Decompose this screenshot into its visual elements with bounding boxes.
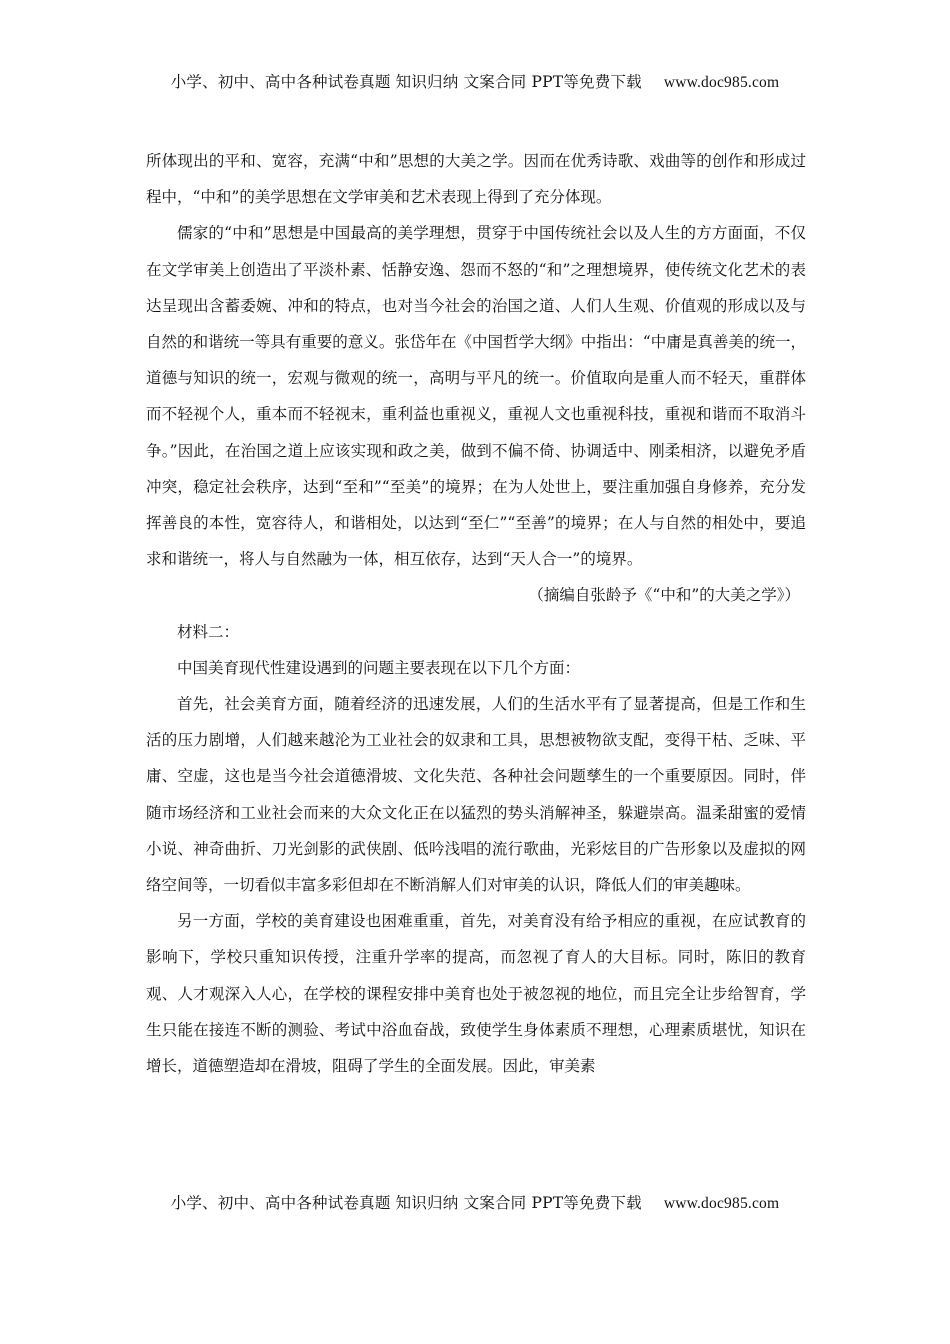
paragraph-social-aesthetic-education: 首先，社会美育方面，随着经济的迅速发展，人们的生活水平有了显著提高，但是工作和生活的压力剧增，人们越来越沦为工业社会的奴隶和工具，思想被物欲支配，变得干枯、乏味、平庸、空虚，这也是当今社会道德滑坡、文化失范、各种社会问题孳生的一个重要原因。同时，伴随市场经济和工业社会而来的大众文化正在以猛烈的势头消解神圣，躲避崇高。温柔甜蜜的爱情小说、神奇曲折、刀光剑影的武侠剧、低吟浅唱的流行歌曲，光彩炫目的广告形象以及虚拟的网络空间等，一切看似丰富多彩但却在不断消解人们对审美的认识，降低人们的审美趣味。 — [146, 695, 806, 895]
paragraph-continuation: 所体现出的平和、宽容，充满“中和”思想的大美之学。因而在优秀诗歌、戏曲等的创作和形成过程中，“中和”的美学思想在文学审美和艺术表现上得到了充分体现。 — [146, 152, 806, 207]
paragraph-zhonghe-thought: 儒家的“中和”思想是中国最高的美学理想，贯穿于中国传统社会以及人生的方方面面，不仅在文学审美上创造出了平淡朴素、恬静安逸、怨而不怒的“和”之理想境界，使传统文化艺术的表达呈现出含蓄委婉、冲和的特点，也对当今社会的治国之道、人们人生观、价值观的形成以及与自然的和谐统一等具有重要的意义。张岱年在《中国哲学大纲》中指出：“中庸是真善美的统一，道德与知识的统一，宏观与微观的统一，高明与平凡的统一。价值取向是重人而不轻天，重群体而不轻视个人，重本而不轻视末，重利益也重视义，重视人文也重视科技，重视和谐而不取消斗争。”因此，在治国之道上应该实现和政之美，做到不偏不倚、协调适中、刚柔相济，以避免矛盾冲突，稳定社会秩序，达到“至和”“至美”的境界；在为人处世上，要注重加强自身修养，充分发挥善良的本性，宽容待人，和谐相处，以达到“至仁”“至善”的境界；在人与自然的相处中，要追求和谐统一，将人与自然融为一体，相互依存，达到“天人合一”的境界。 — [146, 224, 806, 569]
paragraph-problems-intro: 中国美育现代性建设遇到的问题主要表现在以下几个方面： — [177, 658, 581, 677]
footer-site-link[interactable]: www.doc985.com — [663, 1195, 780, 1212]
page-footer — [0, 1191, 950, 1213]
material-two-heading: 材料二： — [177, 622, 240, 641]
paragraph-school-aesthetic-education: 另一方面，学校的美育建设也困难重重，首先，对美育没有给予相应的重视，在应试教育的影响下，学校只重知识传授，注重升学率的提高，而忽视了育人的大目标。同时，陈旧的教育观、人才观深入人心，在学校的课程安排中美育也处于被忽视的地位，而且完全让步给智育，学生只能在接连不断的测验、考试中浴血奋战，致使学生身体素质不理想，心理素质堪忧，知识在增长，道德塑造却在滑坡，阻碍了学生的全面发展。因此，审美素 — [146, 912, 806, 1076]
source-citation: （摘编自张龄予《“中和”的大美之学》） — [528, 586, 800, 605]
header-text: 小学、初中、高中各种试卷真题 知识归纳 文案合同 PPT等免费下载 — [170, 73, 642, 91]
page-header — [0, 70, 950, 92]
footer-text: 小学、初中、高中各种试卷真题 知识归纳 文案合同 PPT等免费下载 — [170, 1194, 642, 1212]
header-site-link[interactable]: www.doc985.com — [663, 74, 780, 91]
document-body — [146, 143, 806, 1084]
